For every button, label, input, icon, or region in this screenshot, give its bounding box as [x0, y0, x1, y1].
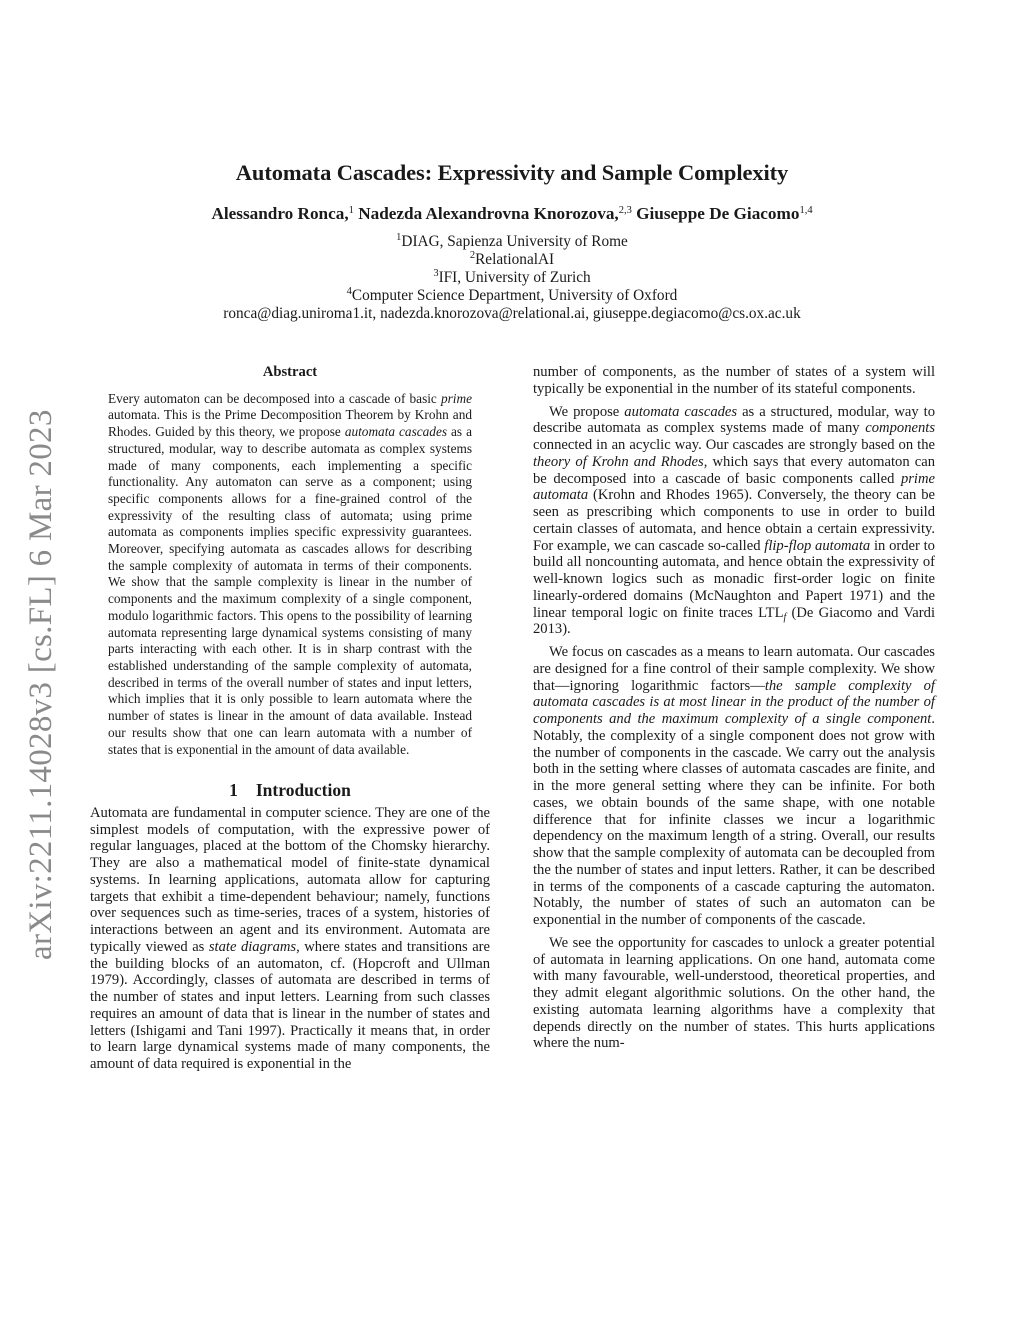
intro-paragraph-4: We see the opportunity for cascades to unlock a greater potential of automata in learning applications. On one hand, automata come with many favourable, well-understood, theoretical properties, and they admit elegant algorithmic solutions. On the other hand, the existing automata learning algorithms have a complexity that depends directly on the number of states. This hurts applications where the num- [533, 934, 935, 1052]
affiliation-text: RelationalAI [475, 250, 555, 268]
author-name: Nadezda Alexandrovna Knorozova, [358, 204, 619, 223]
intro-paragraph-3: We focus on cascades as a means to learn automata. Our cascades are designed for a fine control of their sample complexity. We show that—ignoring logarithmic factors—the sample complexity of automata cascades is at most linear in the product of the number of components and the maximum complexity of a single component. Notably, the complexity of a single component does not grow with the number of components in the cascade. We carry out the analysis both in the setting where classes of automata cascades are finite, and in the more general setting where they can be infinite. For both cases, we obtain bounds of the same shape, with one notable difference that for infinite classes we incur a logarithmic dependency on the maximum length of a string. Overall, our results show that the sample complexity of automata can be decoupled from the the number of states and input letters. Rather, it can be described in terms of the components of a cascade capturing the automaton. Notably, the number of states of such an automaton can be exponential in the number of components of the cascade. [533, 644, 936, 928]
affiliation-text: Computer Science Department, University of Oxford [351, 286, 678, 304]
author-affiliation-marker: 2,3 [618, 205, 632, 216]
author-affiliation-marker: 1 [348, 205, 354, 216]
section-heading-introduction [90, 782, 490, 799]
affiliation-text: IFI, University of Zurich [438, 268, 591, 286]
right-column [533, 364, 935, 1052]
affiliation-marker: 1 [396, 232, 402, 243]
left-column [90, 364, 490, 1073]
affiliation-list [0, 233, 1024, 323]
section-title: Introduction [255, 780, 351, 801]
affiliation-marker: 3 [433, 267, 439, 279]
abstract-heading: Abstract [262, 364, 318, 380]
author-name: Giuseppe De Giacomo [636, 204, 800, 223]
affiliation [0, 287, 1024, 305]
affiliation [0, 269, 1024, 287]
author-name: Alessandro Ronca, [211, 204, 349, 223]
section-number: 1 [229, 780, 238, 801]
author-affiliation-marker: 1,4 [799, 205, 813, 216]
abstract-body: Every automaton can be decomposed into a cascade of basic prime automata. This is the Prime Decomposition Theorem by Krohn and Rhodes. Guided by this theory, we propose automata cascades as a structured, modular, way to describe automata as complex systems made of many components, each implementing a specific functionality. Any automaton can serve as a component; using specific components allows for a fine-grained control of the expressivity of the resulting class of automata; using prime automata as components implies specific expressivity guarantees. Moreover, specifying automata as cascades allows for describing the sample complexity of automata in terms of their components. We show that the sample complexity is linear in the number of components and the maximum complexity of a single component, modulo logarithmic factors. This opens to the possibility of learning automata representing large dynamical systems consisting of many parts interacting with each other. It is in sharp contrast with the established understanding of the sample complexity of automata, described in terms of the overall number of states and input letters, which implies that it is only possible to learn automata where the number of states is linear in the amount of data available. Instead our results show that one can learn automata with a number of states that is exponential in the amount of data available. [108, 390, 472, 757]
intro-paragraph-1: Automata are fundamental in computer science. They are one of the simplest models of computation, with the expressive power of regular languages, placed at the bottom of the Chomsky hierarchy. They are also a mathematical model of finite-state dynamical systems. In learning applications, automata allow for capturing targets that exhibit a time-dependent behaviour; namely, functions over sequences such as time-series, traces of a system, histories of interactions between an agent and its environment. Automata are typically viewed as state diagrams, where states and transitions are the building blocks of an automaton, cf. (Hopcroft and Ullman 1979). Accordingly, classes of automata are described in terms of the number of states and input letters. Learning from such classes requires an amount of data that is linear in the number of states and letters (Ishigami and Tani 1997). Practically it means that, in order to learn large dynamical systems made of many components, the amount of data required is exponential in the [90, 804, 491, 1073]
affiliation-marker: 4 [346, 285, 352, 297]
affiliation-text: DIAG, Sapienza University of Rome [401, 233, 628, 250]
affiliation [0, 251, 1024, 269]
author-emails: ronca@diag.uniroma1.it, nadezda.knorozova@relational.ai, giuseppe.degiacomo@cs.ox.ac.uk [223, 304, 801, 322]
author-list [0, 204, 1024, 224]
arxiv-stamp: arXiv:2211.14028v3 [cs.FL] 6 Mar 2023 [23, 409, 59, 960]
affiliation [0, 233, 1024, 251]
paper-title: Automata Cascades: Expressivity and Sample Complexity [235, 160, 789, 185]
intro-paragraph-1-continued: number of components, as the number of states of a system will typically be exponential in the number of its stateful components. [533, 364, 935, 397]
affiliation-marker: 2 [469, 249, 476, 261]
intro-paragraph-2: We propose automata cascades as a structured, modular, way to describe automata as complex systems made of many components connected in an acyclic way. Our cascades are strongly based on the theory of Krohn and Rhodes, which says that every automaton can be decomposed into a cascade of basic components called prime automata (Krohn and Rhodes 1965). Conversely, the theory can be seen as prescribing which components to use in order to build certain classes of automata, and hence obtain a certain expressivity. For example, we can cascade so-called flip-flop automata in order to build all noncounting automata, and hence obtain the expressivity of well-known logics such as monadic first-order logic on finite linearly-ordered domains (McNaughton and Papert 1971) and the linear temporal logic on finite traces $LTL_f$ (De Giacomo and Vardi 2013). [533, 403, 936, 638]
